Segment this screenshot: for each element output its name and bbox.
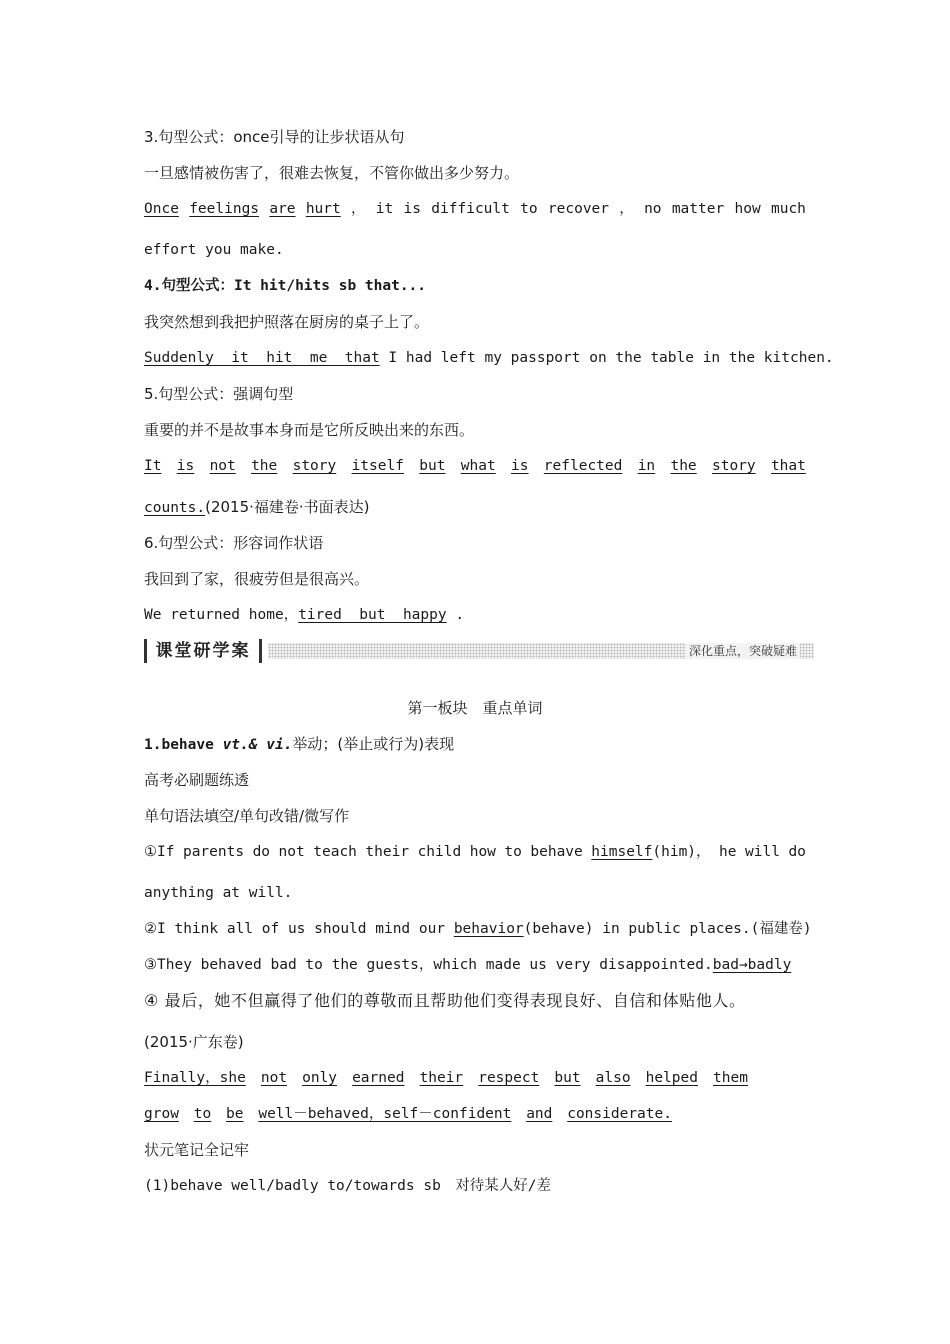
answer-word: recover (547, 201, 610, 217)
answer-word: it (375, 201, 394, 217)
question4-answer-word: grow (144, 1106, 179, 1122)
question1-line2: anything at will. (144, 885, 293, 901)
answer-word: It (144, 458, 162, 474)
question4-answer-word: also (595, 1070, 631, 1086)
section3-english-line2: effort you make. (144, 242, 284, 258)
section6-heading: 6.句型公式：形容词作状语 (144, 534, 324, 552)
question4-answer-word: them (713, 1070, 748, 1086)
answer-word: to (520, 201, 538, 217)
question1-word: not (278, 844, 305, 860)
question1-word: how (469, 844, 496, 860)
section3-heading (144, 127, 405, 147)
answer-word: not (209, 458, 236, 474)
answer-word: story (711, 458, 756, 474)
question4-answer-word: and (526, 1106, 553, 1122)
question1-word: teach (313, 844, 357, 860)
question4-answer-word: Finally，she (144, 1070, 246, 1086)
question4-answer-word: respect (478, 1070, 540, 1086)
section6-chinese: 我回到了家，很疲劳但是很高兴。 (144, 570, 370, 588)
section3-chinese: 一旦感情被伤害了，很难去恢复，不管你做出多少努力。 (144, 164, 520, 182)
answer-word: in (637, 458, 656, 474)
section6-english-post: . (446, 607, 465, 623)
answer-word: itself (351, 458, 404, 474)
question2-answer: behavior (453, 921, 524, 937)
answer-word: how (734, 201, 761, 217)
notes-title: 状元笔记全记牢 (144, 1141, 250, 1159)
answer-word: reflected (543, 458, 623, 474)
section3-number: 3. (144, 128, 159, 146)
section5-english-line2 (144, 497, 370, 518)
question4-answer-word: to (193, 1106, 212, 1122)
answer-word: are (269, 201, 296, 217)
section6-english-pre: We returned home， (144, 607, 299, 623)
word1-subheading1: 高考必刷题练透 (144, 771, 250, 789)
answer-word: hurt (305, 201, 341, 217)
question1-answer-group (591, 842, 710, 862)
question1-word: to (504, 844, 522, 860)
answer-word: the (670, 458, 697, 474)
question3-sentence: ③They behaved bad to the guests，which made us very disappointed. (144, 957, 713, 973)
section4-english (144, 348, 834, 368)
question4-chinese: ④ 最后，她不但赢得了他们的尊敬而且帮助他们变得表现良好、自信和体贴他人。 (144, 991, 746, 1010)
question1-word: behave (530, 844, 583, 860)
question4-answer-word: earned (352, 1070, 405, 1086)
answer-word: the (251, 458, 278, 474)
answer-word: ， (351, 201, 366, 217)
word1-meaning: 举动；(举止或行为)表现 (292, 735, 455, 753)
section3-heading-prefix: 句型公式： (158, 128, 234, 146)
answer-word: is (403, 201, 422, 217)
question2 (144, 919, 812, 939)
question1-word: he (719, 844, 737, 860)
answer-word: story (292, 458, 337, 474)
section4-heading: 4.句型公式：It hit/hits sb that... (144, 278, 427, 294)
answer-word: Once (144, 201, 179, 217)
question4-answer-word: well－behaved，self－confident (258, 1106, 512, 1122)
answer-word: difficult (431, 201, 510, 217)
section5-english-line1 (144, 456, 806, 476)
word1-subheading2: 单句语法填空/单句改错/微写作 (144, 807, 350, 825)
section4-chinese: 我突然想到我把护照落在厨房的桌子上了。 (144, 313, 430, 331)
note1: (1)behave well/badly to/towards sb 对待某人好/差 (144, 1178, 552, 1194)
question3-answer: bad→badly (712, 957, 792, 973)
question4-english-line2 (144, 1104, 672, 1124)
answer-word: no (644, 201, 662, 217)
question4-answer-word: be (226, 1106, 244, 1122)
answer-word: what (460, 458, 496, 474)
question1-word: child (417, 844, 462, 860)
question1-answer: himself (591, 844, 653, 860)
banner-title: 课堂研学案 (144, 639, 262, 663)
question1-word: do (252, 844, 271, 860)
question4-answer-word: only (302, 1070, 338, 1086)
question4-answer-word: but (554, 1070, 581, 1086)
section5-answer-end: counts. (144, 500, 206, 516)
banner-subtitle: 深化重点，突破疑难 (686, 643, 800, 659)
question4-answer-word: considerate. (567, 1106, 672, 1122)
section6-answer: tired but happy (298, 607, 447, 623)
section-banner (144, 639, 814, 663)
question1-word: their (365, 844, 410, 860)
question4-answer-word: not (260, 1070, 288, 1086)
section4-english-rest: I had left my passport on the table in the kitchen. (379, 350, 834, 366)
question1-line1 (144, 842, 806, 862)
section5-chinese: 重要的并不是故事本身而是它所反映出来的东西。 (144, 421, 475, 439)
answer-word: matter (671, 201, 725, 217)
question4-english-line1 (144, 1068, 748, 1088)
answer-word: is (176, 458, 195, 474)
question4-answer-word: their (419, 1070, 464, 1086)
question4-source: (2015·广东卷) (144, 1033, 244, 1051)
section3-english-line1 (144, 199, 806, 219)
answer-word: ， (619, 201, 634, 217)
section4-answer: Suddenly it hit me that (144, 350, 380, 366)
word1-heading (144, 734, 454, 755)
word1-number-word: 1.behave (144, 737, 223, 753)
answer-word: but (419, 458, 446, 474)
word1-part-of-speech: vt.& vi. (222, 737, 293, 753)
question1-hint: (him)， (652, 844, 711, 860)
question3 (144, 955, 791, 975)
section5-heading: 5.句型公式：强调句型 (144, 385, 294, 403)
question1-word: do (788, 844, 806, 860)
section5-source: (2015·福建卷·书面表达) (205, 498, 370, 516)
block-title: 第一板块 重点单词 (407, 699, 543, 717)
answer-word: much (770, 201, 806, 217)
question1-word: will (745, 844, 780, 860)
section3-heading-keyword: once (233, 128, 270, 146)
section3-heading-suffix: 引导的让步状语从句 (269, 128, 405, 146)
section6-english (144, 605, 464, 625)
answer-word: feelings (189, 201, 260, 217)
question1-word: ①If (144, 844, 175, 860)
question2-pre: ②I think all of us should mind our (144, 921, 454, 937)
question1-word: parents (182, 844, 245, 860)
question2-post: (behave) in public places.(福建卷) (523, 921, 812, 937)
question4-answer-word: helped (645, 1070, 698, 1086)
answer-word: is (511, 458, 529, 474)
answer-word: that (770, 458, 806, 474)
